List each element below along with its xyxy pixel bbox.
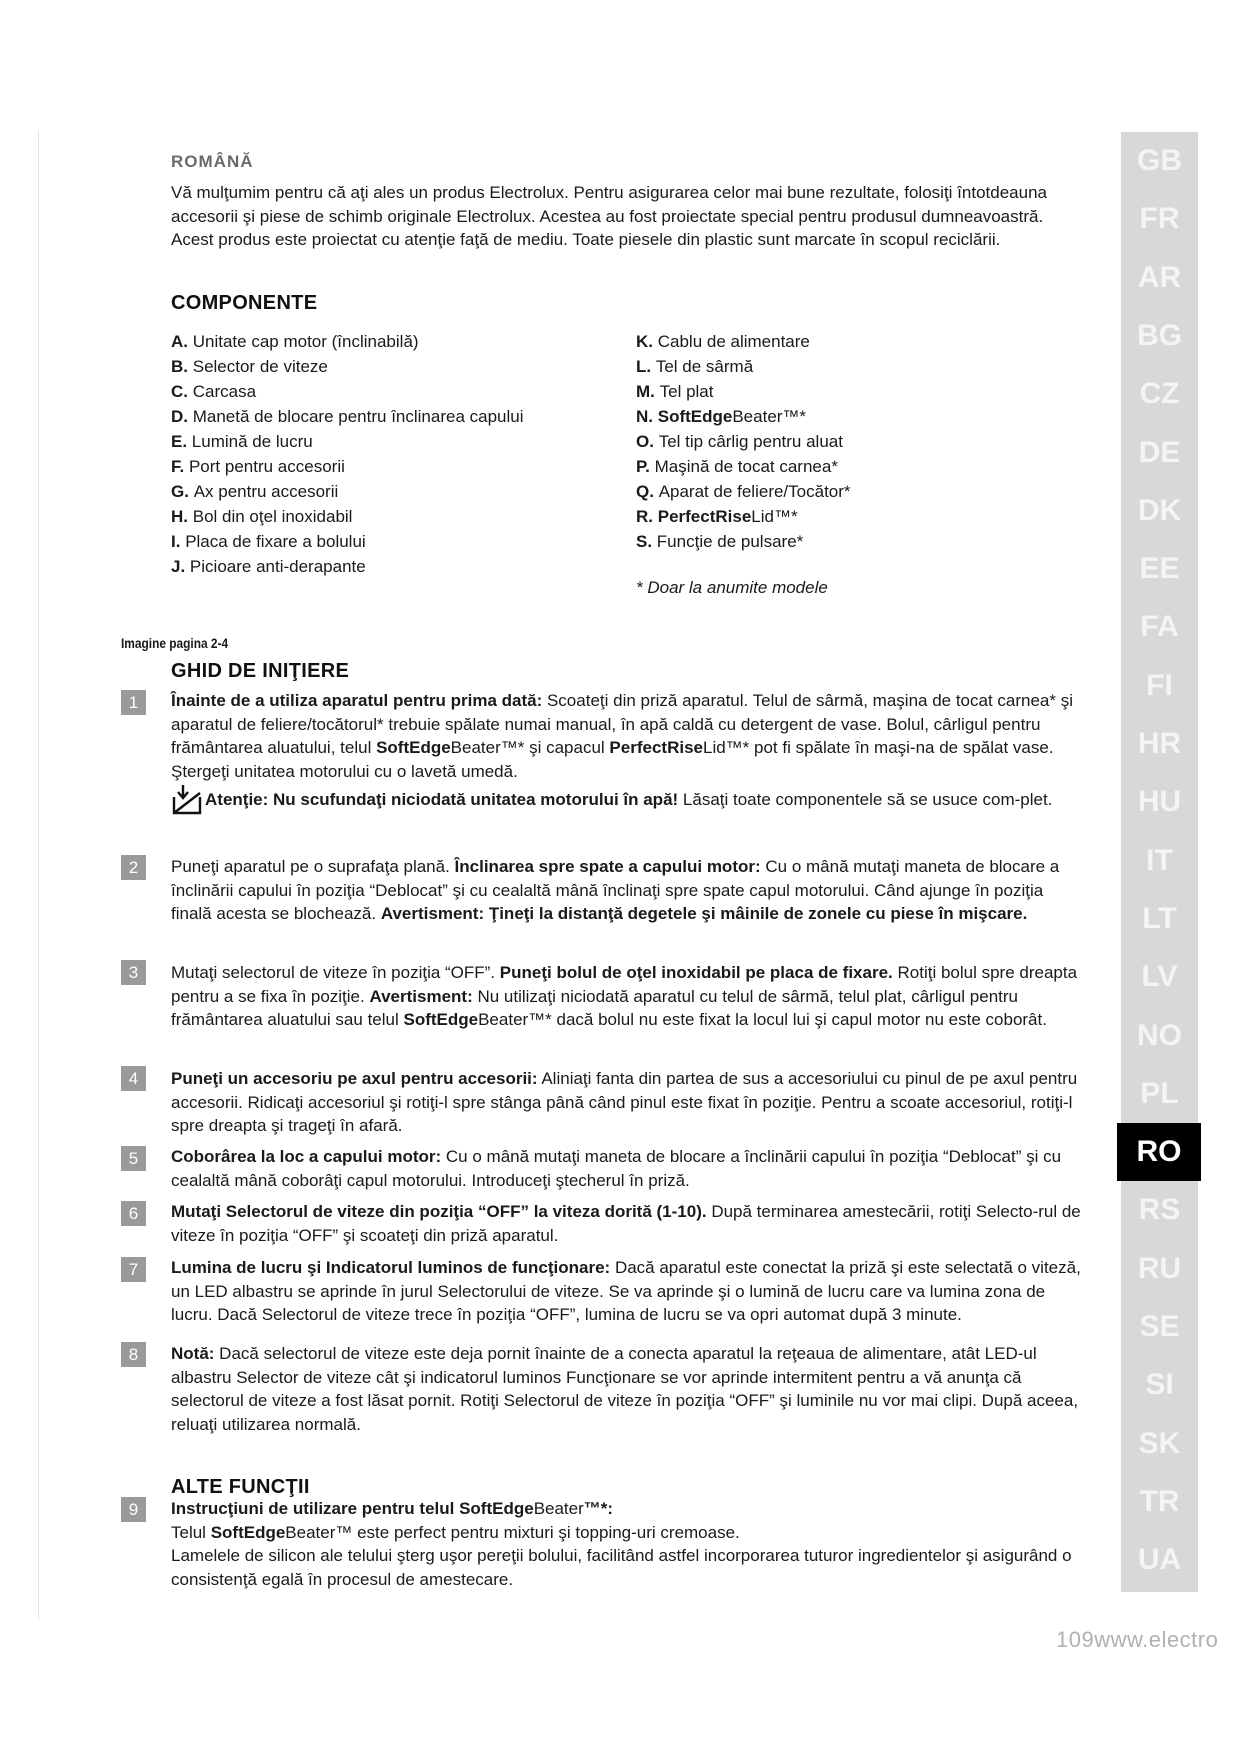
language-tab-se[interactable]: SE <box>1139 1310 1180 1343</box>
component-item <box>171 354 524 379</box>
step-bold-text: Înainte de a utiliza aparatul pentru prima dată: <box>171 691 543 710</box>
step-paragraph <box>171 1145 1086 1192</box>
warning-paragraph <box>171 788 1086 812</box>
step-paragraph <box>171 1067 1086 1138</box>
step-bold-text: Mutaţi Selectorul de viteze din poziţia “OFF” la viteza dorită (1-10). <box>171 1202 707 1221</box>
step-text: Dacă aparatul este conectat la priză şi este selectată o viteză, un LED albastru se aprinde în jurul Selectorului de viteze. Se va aprinde şi o lumină de lucru care va lumina zona de lucru. Dacă Selectorul de viteze trece în poziţia “OFF”, lumina de lucru se va opri automat după 3 minute. <box>171 1258 1081 1324</box>
component-letter: H. <box>171 507 188 526</box>
component-item <box>171 504 524 529</box>
step-text: Puneţi aparatul pe o suprafaţa plană. <box>171 857 455 876</box>
language-tab-rs[interactable]: RS <box>1138 1193 1181 1227</box>
component-label: Beater™* <box>732 407 807 426</box>
component-letter: C. <box>171 382 188 401</box>
component-item <box>636 529 851 554</box>
components-list-right <box>636 329 851 554</box>
step-number-badge: 2 <box>121 855 146 880</box>
component-label: Carcasa <box>192 382 257 401</box>
step-number-badge: 6 <box>121 1201 146 1226</box>
step-text: Dacă selectorul de viteze este deja pornit înainte de a conecta aparatul la reţeaua de alimentare, atât LED-ul albastru Selector de viteze cât şi indicatorul luminos Funcţionare se vor aprinde intermitent pentru a vă anunţa că selectorul de viteze a fost lăsat pornit. Rotiţi Selectorul de viteze în poziţia “OFF” şi luminile nu vor mai clipi. După aceea, reluaţi utilizarea normală. <box>171 1344 1079 1434</box>
step-bold-text: SoftEdge <box>376 738 451 757</box>
language-tab-de[interactable]: DE <box>1138 435 1181 469</box>
language-tab-hu[interactable]: HU <box>1137 785 1182 819</box>
step-bold-text: Instrucţiuni de utilizare pentru telul SoftEdge <box>171 1499 534 1518</box>
getting-started-heading: GHID DE INIŢIERE <box>171 660 350 682</box>
components-footnote: * Doar la anumite modele <box>636 578 828 597</box>
component-label: Tel plat <box>659 382 714 401</box>
language-tab-cz[interactable]: CZ <box>1139 377 1180 411</box>
step-number-badge: 8 <box>121 1342 146 1367</box>
component-label: Bol din oţel inoxidabil <box>192 507 353 526</box>
step-bold-text: Avertisment: Ţineţi la distanţă degetele şi mâinile de zonele cu piese în mişcare. <box>380 904 1028 923</box>
component-letter: R. <box>636 507 653 526</box>
step-paragraph <box>171 689 1086 783</box>
component-label: Unitate cap motor (înclinabilă) <box>192 332 419 351</box>
component-item <box>636 454 851 479</box>
component-label: Port pentru accesorii <box>188 457 345 476</box>
language-tab-it[interactable]: IT <box>1146 843 1173 877</box>
step-text: Lid™* pot fi spălate în maşi-na de spălat vase. Ştergeţi unitatea motorului cu o lavetă umedă. <box>171 738 1054 781</box>
component-item <box>171 554 524 579</box>
intro-paragraph: Vă mulţumim pentru că aţi ales un produs Electrolux. Pentru asigurarea celor mai bune rezultate, folosiţi întotdeauna accesorii şi piese de schimb originale Electrolux. Acestea au fost proiectate special pentru produsul dumneavoastră. Acest produs este proiectat cu atenţie faţă de mediu. Toate piesele din plastic sunt marcate în scopul reciclării. <box>171 183 1047 249</box>
component-item <box>171 329 524 354</box>
step-number-badge: 4 <box>121 1066 146 1091</box>
component-item <box>636 404 851 429</box>
component-letter: S. <box>636 532 653 551</box>
step-bold-text: SoftEdge <box>403 1010 479 1029</box>
component-label: Manetă de blocare pentru înclinarea capului <box>192 407 524 426</box>
language-tab-si[interactable]: SI <box>1145 1368 1174 1402</box>
step-text: După terminarea amestecării, rotiţi Selecto-rul de viteze în poziţia “OFF” şi scoateţi din priză aparatul. <box>171 1202 1081 1245</box>
language-tab-pl[interactable]: PL <box>1140 1076 1179 1110</box>
step-bold-text: ™*: <box>583 1499 614 1518</box>
component-item <box>636 329 851 354</box>
language-tab-ua[interactable]: UA <box>1137 1543 1182 1577</box>
component-letter: M. <box>636 382 655 401</box>
step-bold-text: SoftEdge <box>210 1522 286 1542</box>
language-tab-fi[interactable]: FI <box>1146 668 1173 702</box>
component-letter: F. <box>171 457 185 476</box>
step-bold-text: Coborârea la loc a capului motor: <box>171 1147 442 1166</box>
step-text: Beater™* şi capacul <box>450 738 610 757</box>
step-bold-text: Lumina de lucru şi Indicatorul luminos de funcţionare: <box>171 1258 611 1277</box>
step-text: Mutaţi selectorul de viteze în poziţia “OFF”. <box>171 963 500 982</box>
step-paragraph <box>171 1342 1086 1436</box>
component-letter: L. <box>636 357 652 376</box>
component-brand: PerfectRise <box>657 507 752 526</box>
step-number-badge: 1 <box>121 690 146 715</box>
language-tab-fa[interactable]: FA <box>1140 610 1179 644</box>
other-functions-heading: ALTE FUNCŢII <box>171 1476 310 1498</box>
component-label: Cablu de alimentare <box>657 332 810 351</box>
step-text: Aliniaţi fanta din partea de sus a accesoriului cu pinul de pe axul pentru accesorii. Ridicaţi accesoriul şi rotiţi-l spre stânga până când pinul este fixat în poziţie. Pentru a scoate accesoriul, rotiţi-l spre dreapta şi trageţi în afară. <box>171 1069 1078 1135</box>
language-heading: ROMÂNĂ <box>171 152 254 171</box>
page-left-rule <box>38 130 39 1620</box>
component-label: Aparat de feliere/Tocător* <box>658 482 851 501</box>
language-tab-lv[interactable]: LV <box>1141 960 1178 994</box>
step-text: Beater™* dacă bolul nu este fixat la locul lui şi capul motor nu este coborât. <box>478 1010 1047 1029</box>
image-reference: Imagine pagina 2-4 <box>121 635 229 651</box>
language-tab-lt[interactable]: LT <box>1142 901 1177 935</box>
component-letter: Q. <box>636 482 654 501</box>
component-label: Selector de viteze <box>192 357 328 376</box>
component-label: Ax pentru accesorii <box>193 482 339 501</box>
component-item <box>171 479 524 504</box>
component-letter: J. <box>171 557 186 576</box>
component-label: Maşină de tocat carnea* <box>654 457 838 476</box>
component-letter: A. <box>171 332 188 351</box>
language-tab-hr[interactable]: HR <box>1137 727 1182 760</box>
step-text: Nu utilizaţi niciodată aparatul cu telul de sârmă, telul plat, cârligul pentru frământarea aluatului sau telul <box>171 986 1018 1029</box>
language-tab-strip <box>1121 132 1198 1592</box>
step-text: Cu o mână mutaţi maneta de blocare a înclinării capului în poziţia “Deblocat” şi cu cealaltă mână înclinaţi spre spate capul motorului. Când ajunge în poziţia finală acesta se blochează. <box>171 857 1060 923</box>
component-item <box>636 479 851 504</box>
step-number-badge: 7 <box>121 1257 146 1282</box>
step-bold-text: Puneţi bolul de oţel inoxidabil pe placa de fixare. <box>499 963 893 982</box>
step-bold-text: Avertisment: <box>369 986 473 1006</box>
component-label: Funcţie de pulsare* <box>656 532 804 551</box>
language-tab-no[interactable]: NO <box>1137 1018 1182 1052</box>
step-paragraph <box>171 1256 1086 1327</box>
step-text: Scoateţi din priză aparatul. Telul de sârmă, maşina de tocat carnea* şi aparatul de feliere/tocătorul* trebuie spălate numai manual, în apă caldă cu detergent de vase. Bolul, cârligul pentru frământarea aluatului, telul <box>171 691 1074 757</box>
language-tab-fr[interactable]: FR <box>1139 202 1180 236</box>
step-bold-text: Înclinarea spre spate a capului motor: <box>454 857 761 876</box>
component-item <box>636 504 851 529</box>
step-text: Cu o mână mutaţi maneta de blocare a înclinării capului în poziţia “Deblocat” şi cu cealaltă mână coborâţi capul motorului. Introduceţi ştecherul în priză. <box>171 1147 1062 1190</box>
language-tab-gb[interactable]: GB <box>1137 144 1182 177</box>
step-paragraph <box>171 1200 1086 1247</box>
step-bold-text: Puneţi un accesoriu pe axul pentru accesorii: <box>171 1069 538 1088</box>
step-number-badge: 3 <box>121 960 146 985</box>
step-number-badge: 5 <box>121 1146 146 1171</box>
step-text: Beater™ este perfect pentru mixturi şi topping-uri cremoase. <box>285 1522 740 1542</box>
components-list-left <box>171 329 524 579</box>
component-item <box>171 529 524 554</box>
component-item <box>171 429 524 454</box>
step-text: Lamelele de silicon ale telului şterg uşor pereţii bolului, facilitând astfel incorporarea tuturor ingredientelor şi asigurând o consistenţă egală în procesul de amestecare. <box>171 1546 1072 1589</box>
component-item <box>636 379 851 404</box>
component-label: Placa de fixare a bolului <box>185 532 366 551</box>
step-text: Telul <box>171 1522 211 1542</box>
component-letter: N. <box>636 407 653 426</box>
language-tab-tr[interactable]: TR <box>1139 1484 1180 1518</box>
warning-bold: Atenţie: Nu scufundaţi niciodată unitatea motorului în apă! <box>205 790 679 809</box>
language-tab-ro[interactable]: RO <box>1117 1123 1201 1181</box>
warning-text: Lăsaţi toate componentele să se usuce com-plet. <box>678 790 1053 809</box>
step-number-badge: 9 <box>121 1497 146 1522</box>
component-label: Tel de sârmă <box>655 357 754 376</box>
component-letter: E. <box>171 432 188 451</box>
component-item <box>171 379 524 404</box>
component-label: Picioare anti-derapante <box>189 557 366 576</box>
step-paragraph <box>171 961 1086 1032</box>
component-letter: I. <box>171 532 181 551</box>
language-tab-bg[interactable]: BG <box>1137 318 1182 352</box>
component-item <box>636 429 851 454</box>
component-item <box>636 354 851 379</box>
component-letter: B. <box>171 357 188 376</box>
page-footer: 109www.electro <box>1056 1627 1219 1652</box>
language-tab-ru[interactable]: RU <box>1137 1251 1182 1285</box>
step-text: Beater <box>533 1499 584 1518</box>
language-tab-ar[interactable]: AR <box>1137 260 1182 294</box>
language-tab-dk[interactable]: DK <box>1137 493 1182 527</box>
component-item <box>171 404 524 429</box>
component-label: Lumină de lucru <box>191 432 313 451</box>
step-text: Rotiţi bolul spre dreapta pentru a se fixa în poziţie. <box>171 963 1078 1006</box>
language-tab-ee[interactable]: EE <box>1139 552 1180 586</box>
component-letter: K. <box>636 332 653 351</box>
step-paragraph <box>171 855 1086 926</box>
component-letter: G. <box>171 482 189 501</box>
component-label: Tel tip cârlig pentru aluat <box>658 432 843 451</box>
component-letter: P. <box>636 457 650 476</box>
step-paragraph <box>171 1497 1086 1591</box>
component-letter: D. <box>171 407 188 426</box>
component-label: Lid™* <box>751 507 798 526</box>
component-item <box>171 454 524 479</box>
step-bold-text: Notă: <box>171 1344 215 1363</box>
component-letter: O. <box>636 432 654 451</box>
language-tab-sk[interactable]: SK <box>1138 1426 1181 1460</box>
component-brand: SoftEdge <box>657 407 733 426</box>
step-bold-text: PerfectRise <box>609 738 703 757</box>
components-heading: COMPONENTE <box>171 292 318 314</box>
